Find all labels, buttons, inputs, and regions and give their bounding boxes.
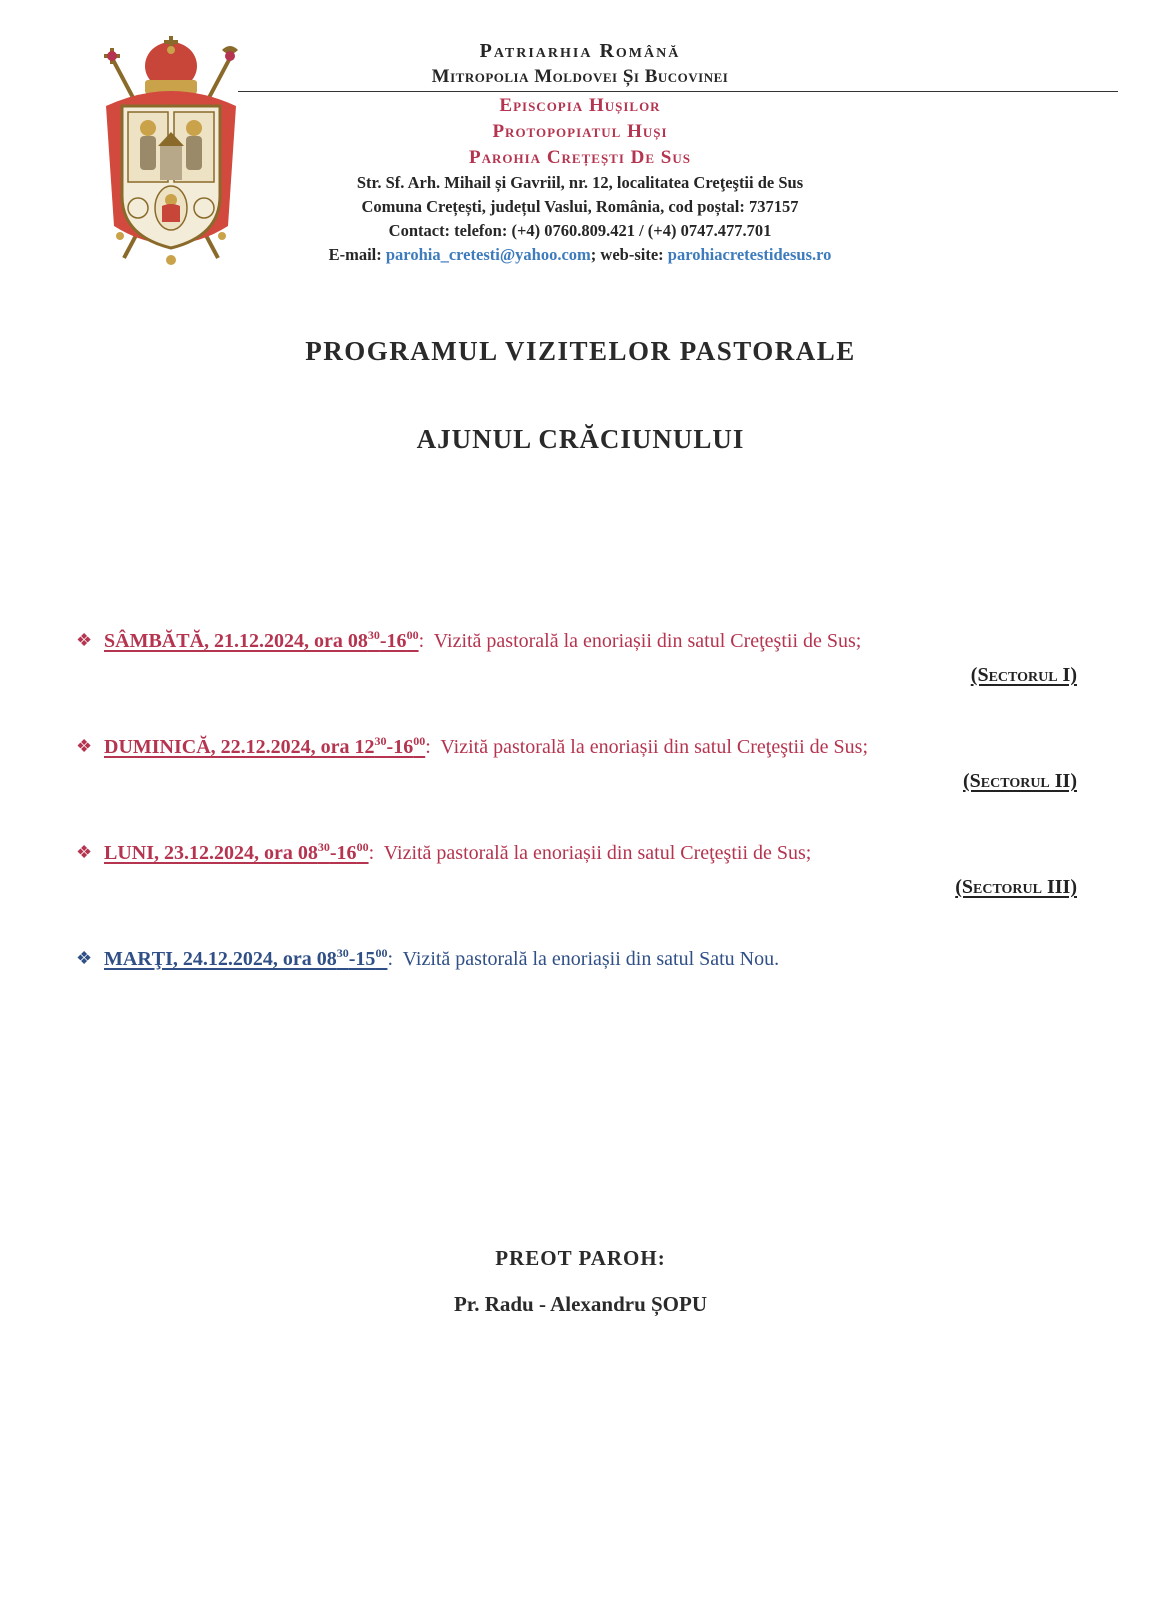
diamond-bullet-icon: ❖ (76, 842, 93, 862)
sector-label: (Sectorul I) (970, 664, 1077, 686)
web-label: ; web-site: (590, 245, 664, 264)
sector-label: (Sectorul II) (963, 770, 1077, 792)
signature-role: PREOT PAROH: (495, 1246, 666, 1270)
address-line-1: Str. Sf. Arh. Mihail și Gavriil, nr. 12, localitatea Creţeştii de Sus (356, 173, 804, 192)
schedule-date: LUNI, 23.12.2024, ora $08^{30}-16^{00}$ (104, 840, 369, 864)
schedule-item: ❖ DUMINICĂ, 22.12.2024, ora $12^{30}-16^{00}$: Vizită pastorală la enoriașii din satul Creţeştii de Sus; (76, 734, 869, 758)
patriarchate-heading: Patriarhia Română (479, 40, 681, 62)
diocese-heading: Episcopia Hușilor (499, 95, 661, 116)
sector-label: (Sectorul III) (955, 876, 1077, 898)
metropolis-heading: Mitropolia Moldovei Și Bucovinei (431, 66, 729, 87)
document-title: PROGRAMUL VIZITELOR PASTORALE (305, 336, 856, 366)
schedule-date: DUMINICĂ, 22.12.2024, ora $12^{30}-16^{00}$ (104, 734, 426, 758)
schedule-description: Vizită pastorală la enoriașii din satul Creţeştii de Sus; (440, 736, 869, 758)
schedule-description: Vizită pastorală la enoriașii din satul Creţeştii de Sus; (433, 630, 862, 652)
address-line-2: Comuna Crețești, județul Vaslui, România, cod poștal: 737157 (361, 197, 799, 216)
parish-heading: Parohia Crețești De Sus (469, 147, 691, 168)
schedule-description: Vizită pastorală la enoriașii din satul Creţeştii de Sus; (383, 842, 812, 864)
email-link[interactable]: parohia_cretesti@yahoo.com (385, 245, 591, 264)
deanery-heading: Protopopiatul Huși (492, 121, 668, 142)
diamond-bullet-icon: ❖ (76, 736, 93, 756)
schedule-date: MARŢI, 24.12.2024, ora $08^{30}-15^{00}$ (104, 946, 388, 970)
schedule-date: SÂMBĂTĂ, 21.12.2024, ora $08^{30}-16^{00}$ (104, 628, 419, 652)
schedule-item: ❖ SÂMBĂTĂ, 21.12.2024, ora $08^{30}-16^{00}$: Vizită pastorală la enoriașii din satul Creţeştii de Sus; (76, 628, 862, 652)
document-subtitle: AJUNUL CRĂCIUNULUI (416, 424, 745, 454)
diamond-bullet-icon: ❖ (76, 630, 93, 650)
header-divider (238, 91, 1118, 92)
schedule-item: ❖ MARŢI, 24.12.2024, ora $08^{30}-15^{00}$: Vizită pastorală la enoriașii din satul Satu Nou. (76, 946, 780, 970)
schedule-description: Vizită pastorală la enoriașii din satul Satu Nou. (402, 948, 780, 970)
email-web-line (180, 245, 980, 265)
contact-line: Contact: telefon: (+4) 0760.809.421 / (+4) 0747.477.701 (388, 221, 772, 240)
coat-of-arms-icon (98, 36, 244, 268)
email-label: E-mail: (328, 245, 382, 264)
diamond-bullet-icon: ❖ (76, 948, 93, 968)
website-link[interactable]: parohiacretestidesus.ro (667, 245, 832, 264)
schedule-item: ❖ LUNI, 23.12.2024, ora $08^{30}-16^{00}$: Vizită pastorală la enoriașii din satul Creţeştii de Sus; (76, 840, 812, 864)
signature-name: Pr. Radu - Alexandru ȘOPU (453, 1292, 707, 1316)
